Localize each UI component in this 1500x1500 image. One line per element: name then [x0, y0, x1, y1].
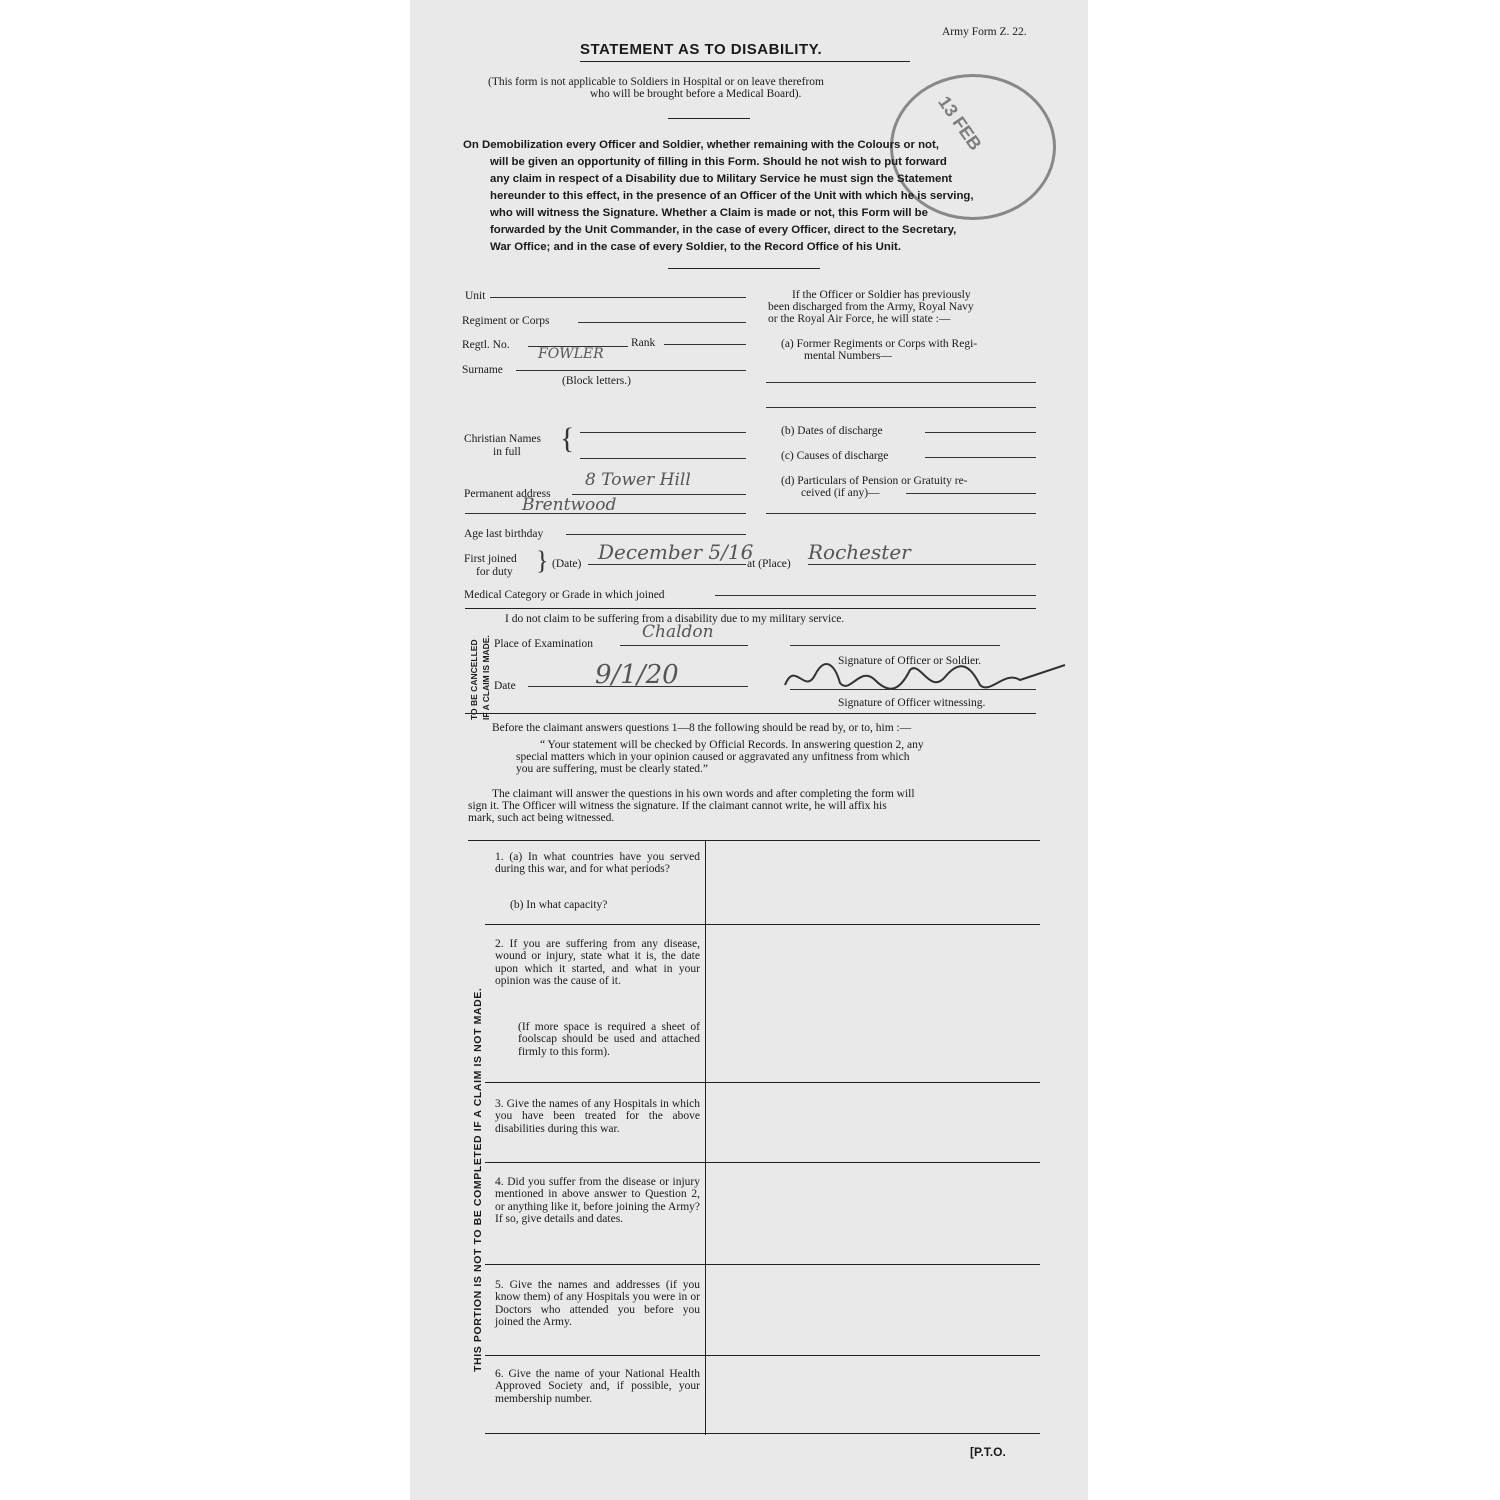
- table-bottom-rule: [485, 1433, 1040, 1434]
- discharge-dates-line: [925, 432, 1036, 433]
- prev-service-intro-2: been discharged from the Army, Royal Navy: [768, 301, 974, 313]
- joined-date-label: (Date): [552, 558, 582, 570]
- page-title: STATEMENT AS TO DISABILITY.: [580, 41, 823, 58]
- joined-place-value: Rochester: [808, 540, 911, 564]
- witness-signature: [780, 655, 1070, 700]
- exam-place-label: Place of Examination: [494, 638, 593, 650]
- row-rule: [485, 924, 1040, 925]
- exam-date-value: 9/1/20: [595, 660, 679, 690]
- prev-service-d: (d) Particulars of Pension or Gratuity re-: [781, 475, 968, 487]
- rank-label: Rank: [631, 337, 656, 349]
- questions-side-label: THIS PORTION IS NOT TO BE COMPLETED IF A CLAIM IS NOT MADE.: [472, 987, 484, 1372]
- brace: }: [536, 546, 549, 575]
- applicability-note-1: (This form is not applicable to Soldiers in Hospital or on leave therefrom: [488, 76, 824, 88]
- christian-names-line-2: [580, 458, 746, 459]
- address-value-1: 8 Tower Hill: [585, 470, 691, 490]
- question-6: 6. Give the name of your National Health Approved Society and, if possible, your membership number.: [495, 1368, 700, 1405]
- table-top-rule: [468, 840, 1040, 841]
- christian-names-label-2: in full: [493, 446, 521, 458]
- prev-service-c: (c) Causes of discharge: [781, 450, 889, 462]
- address-line-2: [465, 513, 746, 514]
- exam-date-line: [528, 686, 748, 687]
- first-joined-label-2: for duty: [476, 566, 513, 578]
- instructions-intro: Before the claimant answers questions 1—8 the following should be read by, or to, him :—: [492, 722, 912, 734]
- section-rule: [465, 608, 1036, 609]
- question-1a: 1. (a) In what countries have you served during this war, and for what periods?: [495, 851, 700, 876]
- prev-service-a: (a) Former Regiments or Corps with Regi-: [781, 338, 978, 350]
- exam-place-value: Chaldon: [642, 622, 714, 642]
- christian-names-label: Christian Names: [464, 433, 541, 445]
- intro-line-2: will be given an opportunity of filling in this Form. Should he not wish to put forward: [490, 156, 947, 168]
- instructions-para-2: sign it. The Officer will witness the signature. If the claimant cannot write, he will affix his: [468, 800, 887, 812]
- prev-service-intro-1: If the Officer or Soldier has previously: [792, 289, 971, 301]
- unit-line: [490, 297, 746, 298]
- prev-service-d-2: ceived (if any)—: [801, 487, 880, 499]
- question-2: 2. If you are suffering from any disease, wound or injury, state what it is, the date upon which it started, and what in your opinion was the cause of it.: [495, 938, 700, 988]
- intro-line-3: any claim in respect of a Disability due to Military Service he must sign the Statement: [490, 173, 953, 185]
- age-label: Age last birthday: [464, 528, 544, 540]
- joined-date-line: [588, 564, 746, 565]
- first-joined-label: First joined: [464, 553, 517, 565]
- medical-category-label: Medical Category or Grade in which joined: [464, 589, 665, 601]
- divider: [668, 268, 820, 269]
- soldier-signature-line: [790, 645, 1000, 646]
- image-margin-left: [0, 0, 410, 1500]
- stamp-date: 13 FEB: [934, 92, 986, 154]
- question-1b: (b) In what capacity?: [510, 899, 608, 911]
- joined-place-label: at (Place): [747, 558, 791, 570]
- question-3: 3. Give the names of any Hospitals in which you have been treated for the above disabilities during this war.: [495, 1098, 700, 1135]
- prev-service-b: (b) Dates of discharge: [781, 425, 883, 437]
- unit-label: Unit: [465, 290, 486, 302]
- christian-names-line-1: [580, 432, 746, 433]
- question-4: 4. Did you suffer from the disease or injury mentioned in above answer to Question 2, or anything like it, before joining the Army? If so, give details and dates.: [495, 1176, 700, 1226]
- surname-label: Surname: [462, 364, 503, 376]
- prev-service-intro-3: or the Royal Air Force, he will state :—: [768, 313, 951, 325]
- row-rule: [485, 1355, 1040, 1356]
- exam-date-label: Date: [494, 680, 516, 692]
- joined-date-value: December 5/16: [598, 540, 754, 564]
- form-number: Army Form Z. 22.: [942, 26, 1027, 38]
- instructions-quote-3: you are suffering, must be clearly stated.”: [516, 763, 709, 775]
- block-letters-note: (Block letters.): [562, 375, 631, 387]
- no-claim-statement: I do not claim to be suffering from a disability due to my military service.: [505, 613, 845, 625]
- regiment-line: [578, 322, 746, 323]
- question-2-note: (If more space is required a sheet of foolscap should be used and attached firmly to this form).: [518, 1021, 700, 1058]
- regiment-label: Regiment or Corps: [462, 315, 550, 327]
- row-rule: [485, 1082, 1040, 1083]
- joined-place-line: [808, 564, 1036, 565]
- instructions-quote-2: special matters which in your opinion caused or aggravated any unfitness from which: [516, 751, 910, 763]
- pension-line: [906, 493, 1036, 494]
- permanent-address-label: Permanent address: [464, 488, 551, 500]
- intro-line-7: War Office; and in the case of every Soldier, to the Record Office of his Unit.: [490, 241, 901, 253]
- brace: {: [560, 422, 575, 455]
- intro-line-4: hereunder to this effect, in the presence of an Officer of the Unit with which he is serving,: [490, 190, 974, 202]
- row-rule: [485, 1264, 1040, 1265]
- cancel-label-2: IF A CLAIM IS MADE.: [481, 635, 491, 720]
- intro-line-1: On Demobilization every Officer and Soldier, whether remaining with the Colours or not,: [463, 139, 939, 151]
- prev-service-line: [766, 382, 1036, 383]
- witness-signature-line: [790, 689, 1036, 690]
- surname-line: [516, 370, 746, 371]
- document-page: [410, 0, 1088, 1500]
- divider: [668, 118, 750, 119]
- discharge-causes-line: [925, 457, 1036, 458]
- surname-value: FOWLER: [538, 346, 604, 362]
- applicability-note-2: who will be brought before a Medical Board).: [590, 88, 802, 100]
- row-rule: [485, 1162, 1040, 1163]
- prev-service-a-2: mental Numbers—: [804, 350, 892, 362]
- pension-line-2: [766, 513, 1036, 514]
- medical-category-line: [715, 595, 1036, 596]
- section-rule: [465, 713, 1036, 714]
- table-column-divider: [705, 840, 706, 1435]
- intro-line-6: forwarded by the Unit Commander, in the case of every Officer, direct to the Secretary,: [490, 224, 957, 236]
- title-underline: [580, 61, 910, 62]
- regtl-no-label: Regtl. No.: [462, 339, 510, 351]
- prev-service-line: [766, 407, 1036, 408]
- soldier-signature-label: Signature of Officer or Soldier.: [838, 655, 982, 667]
- witness-signature-label: Signature of Officer witnessing.: [838, 697, 986, 709]
- exam-place-line: [620, 645, 748, 646]
- age-line: [566, 534, 746, 535]
- intro-line-5: who will witness the Signature. Whether a Claim is made or not, this Form will be: [490, 207, 928, 219]
- instructions-para-1: The claimant will answer the questions in his own words and after completing the form will: [492, 788, 915, 800]
- address-value-2: Brentwood: [522, 495, 617, 515]
- instructions-para-3: mark, such act being witnessed.: [468, 812, 615, 824]
- question-5: 5. Give the names and addresses (if you know them) of any Hospitals you were in or Doctors who attended you before you joined the Army.: [495, 1279, 700, 1329]
- image-margin-right: [1088, 0, 1500, 1500]
- rank-line: [664, 344, 746, 345]
- pto-note: [P.T.O.: [970, 1445, 1006, 1459]
- instructions-quote-1: “ Your statement will be checked by Official Records. In answering question 2, any: [540, 739, 924, 751]
- cancel-label: TO BE CANCELLED: [469, 639, 479, 720]
